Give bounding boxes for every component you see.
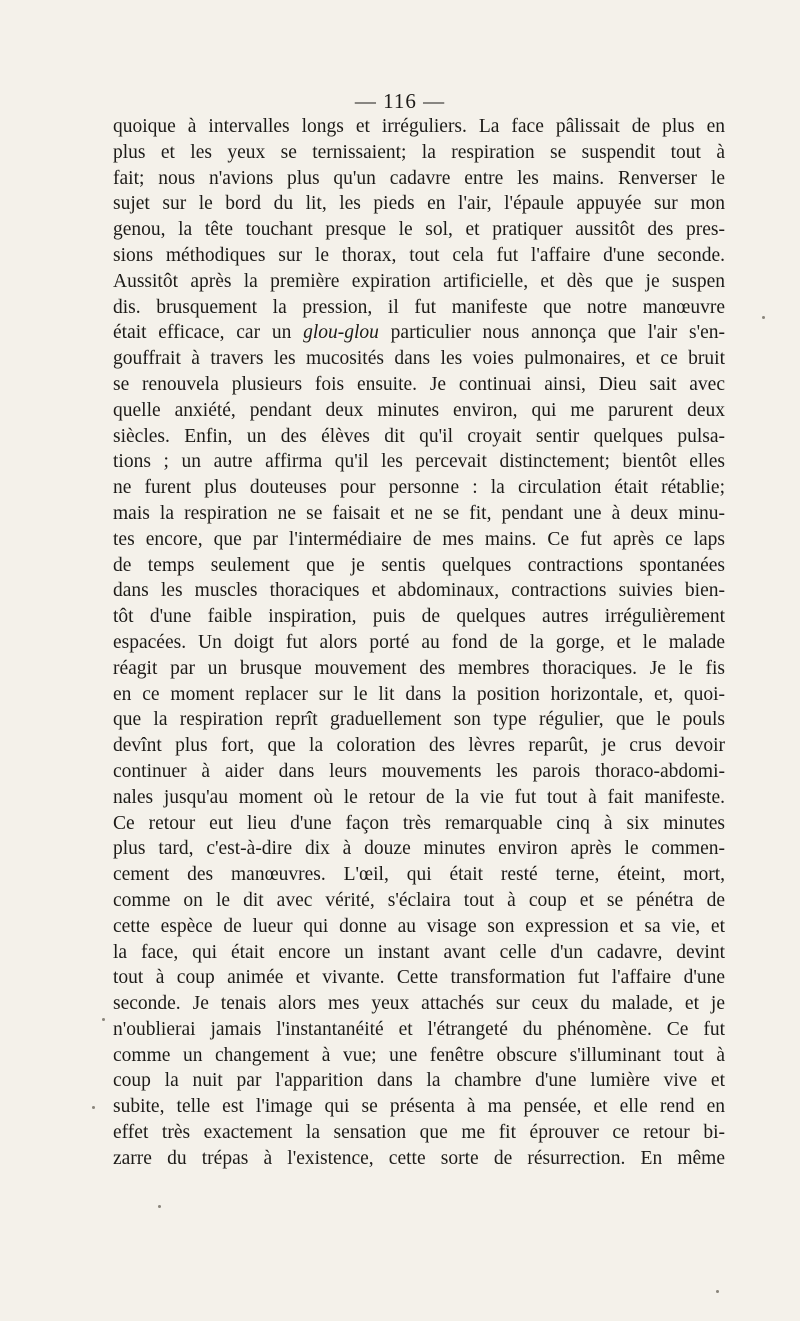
text-line: comme on le dit avec vérité, s'éclaira tout à coup et se pénétra de — [113, 889, 725, 911]
text-line: siècles. Enfin, un des élèves dit qu'il croyait sentir quelques pulsa- — [113, 425, 725, 447]
text-line: genou, la tête touchant presque le sol, et pratiquer aussitôt des pres- — [113, 219, 725, 241]
text-line: tes encore, que par l'intermédiaire de mes mains. Ce fut après ce laps — [113, 528, 725, 550]
paper-speck — [102, 1018, 105, 1021]
text-line: plus tard, c'est-à-dire dix à douze minutes environ après le commen- — [113, 838, 725, 860]
paper-speck — [92, 1106, 95, 1109]
text-line: que la respiration reprît graduellement son type régulier, que le pouls — [113, 709, 725, 731]
text-line: effet très exactement la sensation que me fit éprouver ce retour bi- — [113, 1122, 725, 1144]
text-segment: particulier nous annonça que l'air s'en- — [378, 322, 725, 344]
text-line: devînt plus fort, que la coloration des lèvres reparût, je crus devoir — [113, 735, 725, 757]
text-line: espacées. Un doigt fut alors porté au fond de la gorge, et le malade — [113, 631, 725, 653]
text-line: ne furent plus douteuses pour personne : la circulation était rétablie; — [113, 477, 725, 499]
text-line: fait; nous n'avions plus qu'un cadavre entre les mains. Renverser le — [113, 167, 725, 189]
text-line: Ce retour eut lieu d'une façon très remarquable cinq à six minutes — [113, 812, 725, 834]
text-line: continuer à aider dans leurs mouvements les parois thoraco-abdomi- — [113, 760, 725, 782]
text-line: quoique à intervalles longs et irréguliers. La face pâlissait de plus en — [113, 116, 725, 137]
text-line: gouffrait à travers les mucosités dans les voies pulmonaires, et ce bruit — [113, 348, 725, 370]
text-line: seconde. Je tenais alors mes yeux attachés sur ceux du malade, et je — [113, 993, 725, 1015]
text-segment: était efficace, car un — [113, 322, 304, 344]
paper-speck — [762, 316, 765, 319]
text-line: subite, telle est l'image qui se présenta à ma pensée, et elle rend en — [113, 1096, 725, 1118]
page-number: — 116 — — [354, 89, 446, 113]
body-text — [113, 114, 725, 1172]
text-line: sions méthodiques sur le thorax, tout cela fut l'affaire d'une seconde. — [113, 244, 725, 266]
text-line: tôt d'une faible inspiration, puis de quelques autres irrégulièrement — [113, 606, 725, 628]
text-line: de temps seulement que je sentis quelques contractions spontanées — [113, 554, 725, 576]
text-line: comme un changement à vue; une fenêtre obscure s'illuminant tout à — [113, 1044, 725, 1066]
text-line: tions ; un autre affirma qu'il les percevait distinctement; bientôt elles — [113, 451, 725, 473]
text-line: en ce moment replacer sur le lit dans la position horizontale, et, quoi- — [113, 683, 725, 705]
text-line-with-italic — [113, 320, 725, 346]
text-line: mais la respiration ne se faisait et ne se fit, pendant une à deux minu- — [113, 502, 725, 524]
text-line: quelle anxiété, pendant deux minutes environ, qui me parurent deux — [113, 399, 725, 421]
text-line: la face, qui était encore un instant avant celle d'un cadavre, devint — [113, 941, 725, 963]
text-line: cement des manœuvres. L'œil, qui était resté terne, éteint, mort, — [113, 864, 725, 886]
text-line: sujet sur le bord du lit, les pieds en l'air, l'épaule appuyée sur mon — [113, 193, 725, 215]
text-line: coup la nuit par l'apparition dans la chambre d'une lumière vive et — [113, 1070, 725, 1092]
text-line: dans les muscles thoraciques et abdominaux, contractions suivies bien- — [113, 580, 725, 602]
italic-term: glou-glou — [303, 322, 379, 344]
text-line: n'oublierai jamais l'instantanéité et l'étrangeté du phénomène. Ce fut — [113, 1018, 725, 1040]
text-line: tout à coup animée et vivante. Cette transformation fut l'affaire d'une — [113, 967, 725, 989]
text-line: réagit par un brusque mouvement des membres thoraciques. Je le fis — [113, 657, 725, 679]
paper-speck — [158, 1205, 161, 1208]
text-line: zarre du trépas à l'existence, cette sorte de résurrection. En même — [113, 1147, 725, 1169]
paper-speck — [716, 1290, 719, 1293]
text-line: se renouvela plusieurs fois ensuite. Je continuai ainsi, Dieu sait avec — [113, 373, 725, 395]
text-line: Aussitôt après la première expiration artificielle, et dès que je suspen — [113, 270, 725, 292]
text-line: dis. brusquement la pression, il fut manifeste que notre manœuvre — [113, 296, 725, 318]
text-line: nales jusqu'au moment où le retour de la vie fut tout à fait manifeste. — [113, 786, 725, 808]
text-line: cette espèce de lueur qui donne au visage son expression et sa vie, et — [113, 915, 725, 937]
text-line: plus et les yeux se ternissaient; la respiration se suspendit tout à — [113, 141, 725, 163]
